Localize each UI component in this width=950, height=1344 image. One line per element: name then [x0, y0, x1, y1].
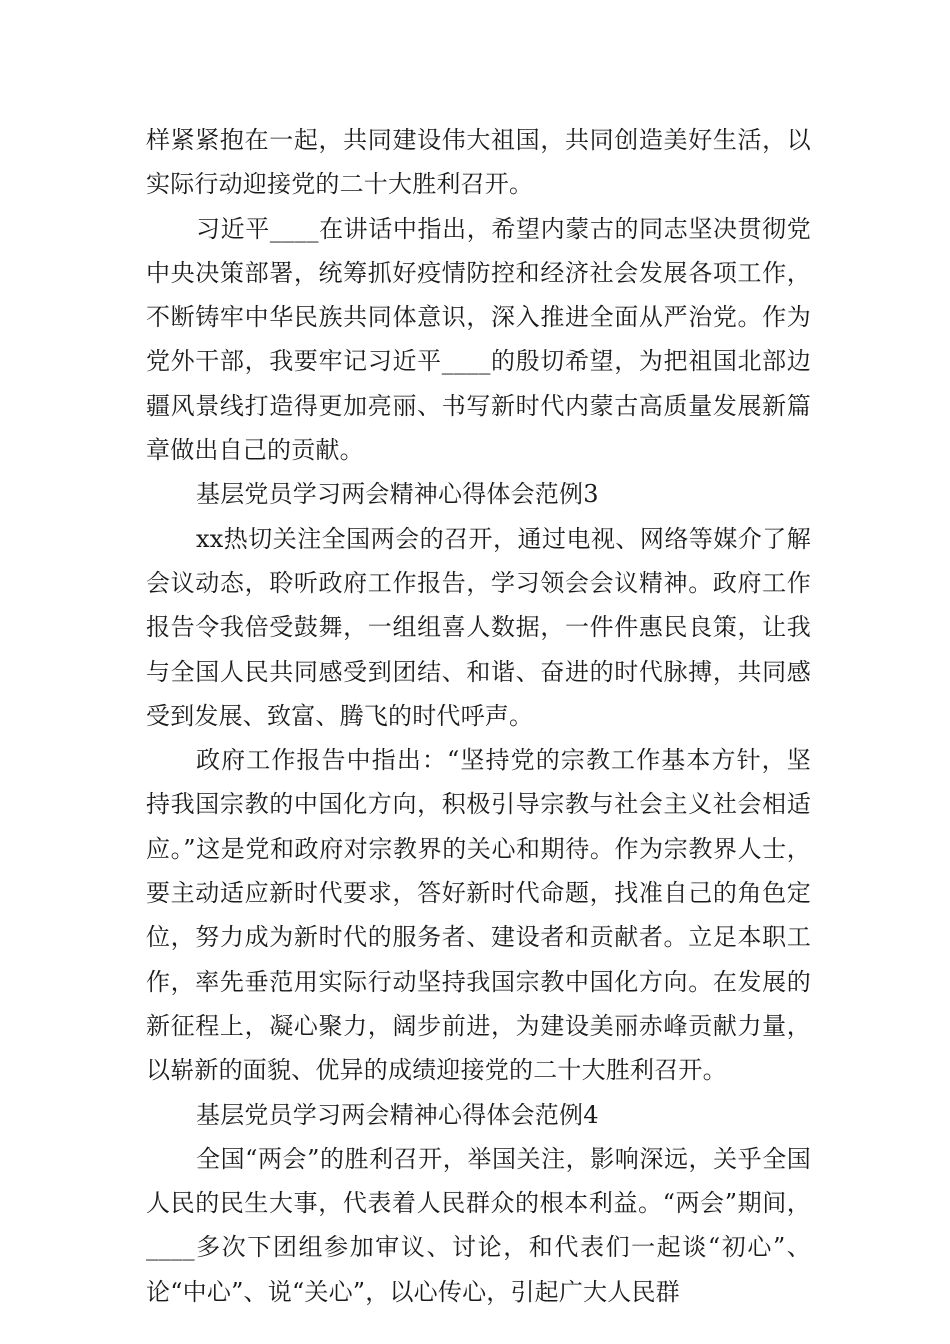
paragraph-body: 政府工作报告中指出：“坚持党的宗教工作基本方针，坚持我国宗教的中国化方向，积极引导宗教与社会主义社会相适应。”这是党和政府对宗教界的关心和期待。作为宗教界人士，要主动适应新时代要求，答好新时代命题，找准自己的角色定位，努力成为新时代的服务者、建设者和贡献者。立足本职工作，率先垂范用实际行动坚持我国宗教中国化方向。在发展的新征程上，凝心聚力，阔步前进，为建设美丽赤峰贡献力量，以崭新的面貌、优异的成绩迎接党的二十大胜利召开。: [146, 746, 811, 1085]
paragraph-body: 全国“两会”的胜利召开，举国关注，影响深远，关乎全国人民的民生大事，代表着人民群众的根本利益。“两会”期间，____多次下团组参加审议、讨论，和代表们一起谈“初心”、论“中心”、说“关心”，以心传心，引起广大人民群: [146, 1144, 811, 1306]
section-heading-4: 基层党员学习两会精神心得体会范例4: [196, 1100, 599, 1129]
paragraph-body: xx热切关注全国两会的召开，通过电视、网络等媒介了解会议动态，聆听政府工作报告，学习领会会议精神。政府工作报告令我倍受鼓舞，一组组喜人数据，一件件惠民良策，让我与全国人民共同感受到团结、和谐、奋进的时代脉搏，共同感受到发展、致富、腾飞的时代呼声。: [146, 524, 811, 730]
section-heading-3: 基层党员学习两会精神心得体会范例3: [196, 480, 599, 509]
paragraph-body: 习近平____在讲话中指出，希望内蒙古的同志坚决贯彻党中央决策部署，统筹抓好疫情防控和经济社会发展各项工作，不断铸牢中华民族共同体意识，深入推进全面从严治党。作为党外干部，我要牢记习近平____的殷切希望，为把祖国北部边疆风景线打造得更加亮丽、书写新时代内蒙古高质量发展新篇章做出自己的贡献。: [146, 214, 811, 465]
document-body: [146, 118, 811, 1314]
paragraph-continuation: 样紧紧抱在一起，共同建设伟大祖国，共同创造美好生活，以实际行动迎接党的二十大胜利召开。: [146, 126, 811, 199]
